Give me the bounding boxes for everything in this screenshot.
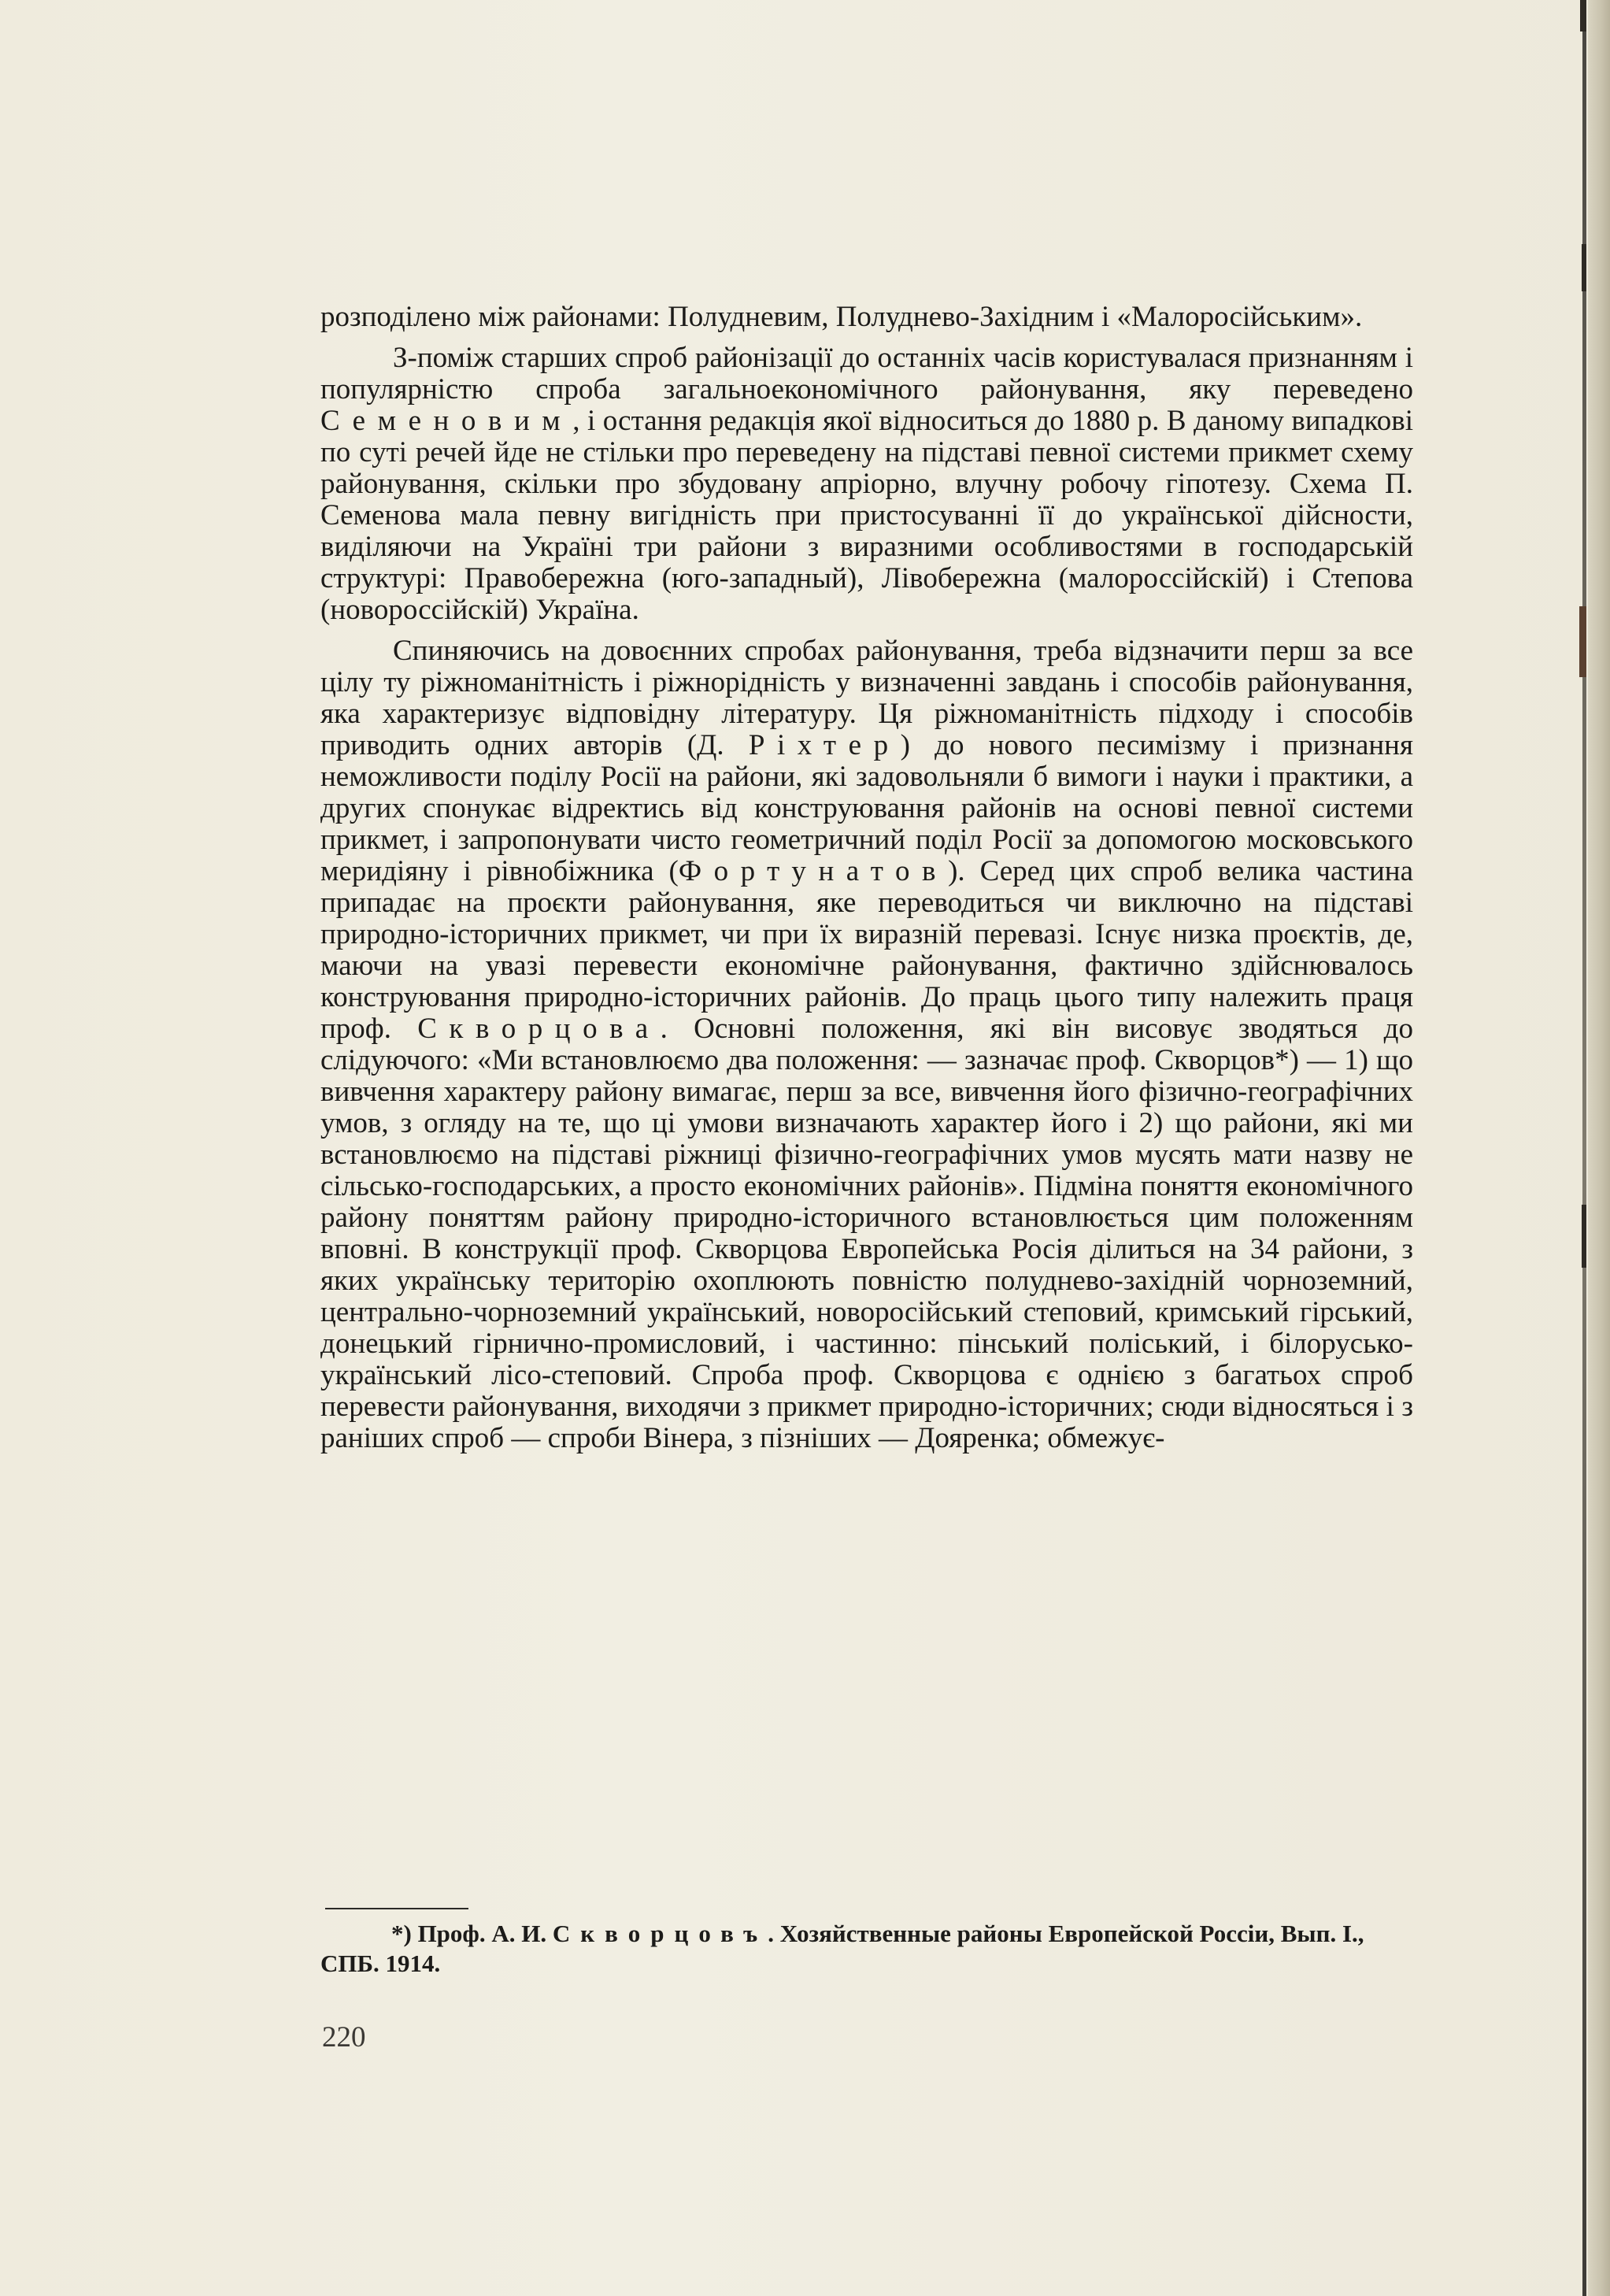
page-edge-shadow <box>1588 0 1610 2296</box>
text-run: ) до нового песимізму і признання неможливости поділу Росії на райони, які задовольняли б вимоги і науки і практики, а других спонукає відректись від конструювання районів на основі певної системи прикмет, і запропонувати чисто геометричний поділ Росії за допомогою московського меридіяну і рівнобіжника ( <box>320 729 1414 887</box>
spaced-name: Ріхтер <box>748 729 901 761</box>
footnote <box>320 1919 1413 1979</box>
text-run: , і остання редакція якої відноситься до 1880 р. В даному випадкові по суті речей йде не стільки про переведену на підставі певної системи прикмет схему районування, скільки про збудовану апріорно, влучну робочу гіпотезу. Схема П. Семенова мала певну вигідність при пристосуванні її до української дійсности, виділяючи на Україні три райони з виразними особливостями в господарській структурі: Правобережна (юго-западный), Лівобережна (малороссійскій) і Степова (новороссійскій) Україна. <box>320 405 1413 626</box>
spaced-name: Фортунатов <box>678 855 949 887</box>
spaced-name: Семеновим <box>320 405 573 437</box>
text-run: *) Проф. А. И. <box>391 1920 553 1947</box>
edge-mark-top <box>1580 0 1586 31</box>
text-run: . Основні положення, які він висовує зводяться до слідуючого: «Ми встановлюємо два положення: — зазначає проф. Скворцов*) — 1) що вивчення характеру району вимагає, перш за все, вивчення його фізично-географічних умов, з огляду на те, що ці умови визначають характер його і 2) що райони, які ми встановлюємо на підставі ріжниці фізично-географічних умов мусять мати назву не сільсько-господарських, а просто економічних районів». Підміна поняття економічного району поняттям району природно-історичного встановлюється цим положенням вповні. В конструкції проф. Скворцова Европейська Росія ділиться на 34 райони, з яких українську територію охоплюють повністю полуднево-західній чорноземний, центрально-чорноземний український, новоросійський степовий, кримський гірський, донецький гірнично-промисловий, і частинно: пінський поліський, і білорусько-український лісо-степовий. Спроба проф. Скворцова є однією з багатьох спроб перевести районування, виходячи з прикмет природно-історичних; сюди відносяться і з раніших спроб — спроби Вінера, з пізніших — Доярeнка; обмежує- <box>320 1013 1413 1454</box>
text-run: ). Серед цих спроб велика частина припадає на проєкти районування, яке переводиться чи виключно на підставі природно-історичних прикмет, чи при їх виразній перевазі. Існує низка проєктів, де, маючи на увазі перевести економічне районування, фактично здійснювалось конструювання природно-історичних районів. До праць цього типу належить праця проф. <box>320 855 1413 1045</box>
paragraph-p2 <box>320 343 1413 626</box>
text-run: З-поміж старших спроб районізації до останніх часів користувалася признанням і популярністю спроба загальноекономічного районування, яку переведено <box>320 342 1413 406</box>
text-run: Спиняючись на довоєнних спробах районування, треба відзначити перш за все цілу ту ріжноманітність і ріжнорідність у визначенні завдань і способів районування, яка характеризує відповідну літературу. Ця ріжноманітність підходу і способів приводить одних авторів (Д. <box>320 635 1413 761</box>
spaced-name: Скворцова <box>417 1013 661 1045</box>
text-run: розподілено між районами: Полудневим, Полуднево-Західним і «Малоросійським». <box>320 301 1363 333</box>
edge-mark-upper <box>1582 244 1586 291</box>
spaced-name: Скворцовъ <box>552 1920 768 1947</box>
edge-mark-lower <box>1582 1205 1586 1268</box>
binding-edge-line <box>1582 0 1586 2296</box>
footnote-divider <box>325 1908 468 1909</box>
page-number: 220 <box>322 2021 366 2053</box>
paragraph-p1 <box>320 302 1413 333</box>
text-run: . Хозяйственные районы Европейской Россіи, Вып. І., СПБ. 1914. <box>320 1920 1364 1977</box>
footnote-text <box>320 1919 1413 1979</box>
edge-mark-middle <box>1579 606 1586 677</box>
body-text <box>320 302 1413 1454</box>
paragraph-p3 <box>320 635 1413 1454</box>
